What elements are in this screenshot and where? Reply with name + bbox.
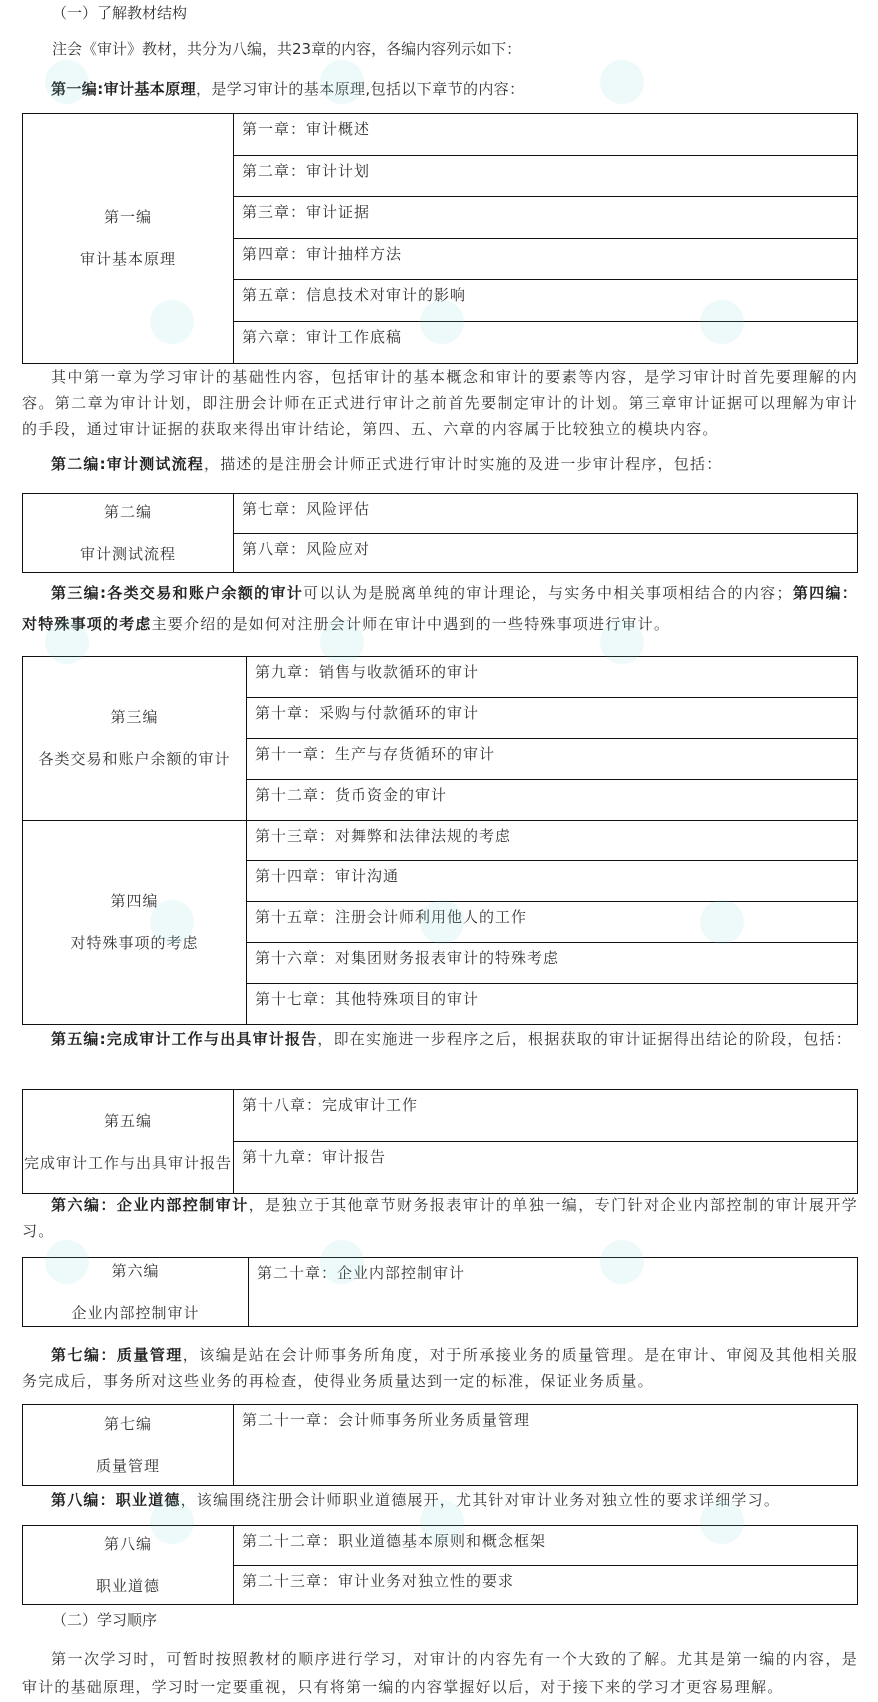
chapter-cell: 第十七章：其他特殊项目的审计	[247, 984, 858, 1025]
chapter-cell: 第六章：审计工作底稿	[234, 321, 858, 363]
text-segment: ，即在实施进一步程序之后，根据获取的审计证据得出结论的阶段，包括：	[317, 1030, 853, 1048]
study-order-text	[22, 1645, 858, 1701]
watermark-logo-icon	[150, 900, 194, 944]
part-cell	[23, 114, 234, 364]
chapter-cell: 第五章：信息技术对审计的影响	[234, 280, 858, 322]
watermark-logo-icon	[600, 620, 644, 664]
text-segment: ，是独立于其他章节财务报表审计的单独一编，专门针对企业内部控制的审计展开学习。	[22, 1196, 858, 1240]
chapter-cell: 第十一章：生产与存货循环的审计	[247, 738, 858, 779]
table-part7	[22, 1404, 858, 1486]
watermark-logo-icon	[150, 300, 194, 344]
table-row	[23, 1405, 858, 1486]
watermark-logo-icon	[45, 620, 89, 664]
part-cell	[23, 1405, 234, 1486]
part-number: 第五编	[103, 1111, 152, 1130]
watermark-logo-icon	[420, 900, 464, 944]
part-number: 第三编	[110, 708, 159, 727]
text-segment: ，该编围绕注册会计师职业道德展开，尤其针对审计业务对独立性的要求详细学习。	[180, 1491, 781, 1509]
bold-text: 第四编：对特殊事项的考虑	[22, 584, 858, 633]
bold-text: 第二编:审计测试流程	[51, 455, 204, 473]
part-name: 各类交易和账户余额的审计	[38, 750, 231, 769]
bold-text: 第三编:各类交易和账户余额的审计	[51, 584, 304, 602]
chapter-cell: 第十二章：货币资金的审计	[247, 779, 858, 820]
table-row	[23, 1258, 858, 1327]
chapter-cell: 第十五章：注册会计师利用他人的工作	[247, 902, 858, 943]
bold-text: 第六编：企业内部控制审计	[51, 1196, 249, 1214]
part-name: 完成审计工作与出具审计报告	[23, 1153, 232, 1172]
chapter-cell: 第九章：销售与收款循环的审计	[247, 657, 858, 698]
part3-4-heading	[22, 578, 858, 640]
text-segment: 第一次学习时，可暂时按照教材的顺序进行学习，对审计的内容先有一个大致的了解。尤其是第一编的内容，是审计的基础原理，学习时一定要重视，只有将第一编的内容掌握好以后，对于接下来的学习才更容易理解。	[22, 1650, 858, 1696]
watermark-logo-icon	[420, 300, 464, 344]
part-number: 第六编	[111, 1262, 160, 1280]
chapter-cell: 第八章：风险应对	[234, 533, 858, 573]
bold-text: 第七编：质量管理	[51, 1346, 183, 1364]
part-number: 第七编	[103, 1415, 152, 1433]
chapter-cell: 第十章：采购与付款循环的审计	[247, 697, 858, 738]
chapter-cell: 第一章：审计概述	[234, 114, 858, 156]
text-segment: 可以认为是脱离单纯的审计理论，与实务中相关事项相结合的内容；	[303, 584, 793, 602]
chapter-cell: 第七章：风险评估	[234, 494, 858, 534]
watermark-logo-icon	[45, 60, 89, 104]
part5-heading	[22, 1025, 858, 1053]
bold-text: 第一编:审计基本原理	[51, 80, 196, 98]
part1-description	[22, 364, 858, 442]
bold-text: 第五编:完成审计工作与出具审计报告	[51, 1030, 318, 1048]
watermark-logo-icon	[700, 1500, 744, 1544]
part-cell	[23, 820, 247, 1024]
chapter-cell: 第十四章：审计沟通	[247, 861, 858, 902]
watermark-logo-icon	[320, 1240, 364, 1284]
table-part2	[22, 493, 858, 573]
part-number: 第四编	[110, 892, 159, 911]
watermark-logo-icon	[420, 1500, 464, 1544]
chapter-cell: 第二十一章：会计师事务所业务质量管理	[234, 1405, 858, 1486]
part-name: 对特殊事项的考虑	[70, 934, 199, 953]
watermark-logo-icon	[700, 900, 744, 944]
part-name: 企业内部控制审计	[71, 1304, 200, 1322]
table-part3-4	[22, 656, 858, 1025]
chapter-cell: 第二十二章：职业道德基本原则和概念框架	[234, 1526, 858, 1566]
chapter-cell: 第十八章：完成审计工作	[234, 1090, 858, 1142]
part-name: 职业道德	[95, 1577, 160, 1595]
part-name: 审计基本原理	[79, 250, 176, 269]
part-number: 第二编	[103, 503, 152, 521]
table-part6	[22, 1257, 858, 1327]
part2-heading	[22, 451, 858, 477]
part6-heading	[22, 1192, 858, 1244]
part-name: 质量管理	[95, 1457, 160, 1475]
bold-text: 第八编：职业道德	[51, 1491, 181, 1509]
table-row	[23, 494, 858, 534]
part-cell	[23, 657, 247, 821]
part-cell	[23, 494, 234, 573]
chapter-cell: 第二章：审计计划	[234, 155, 858, 197]
section-title-structure: （一）了解教材结构	[52, 4, 188, 22]
chapter-cell: 第四章：审计抽样方法	[234, 238, 858, 280]
part7-heading	[22, 1342, 858, 1394]
chapter-cell: 第二十三章：审计业务对独立性的要求	[234, 1565, 858, 1605]
watermark-logo-icon	[45, 1240, 89, 1284]
watermark-logo-icon	[320, 60, 364, 104]
part-cell	[23, 1090, 234, 1194]
chapter-cell: 第十六章：对集团财务报表审计的特殊考虑	[247, 943, 858, 984]
table-part5	[22, 1089, 858, 1194]
part1-heading	[22, 76, 858, 102]
part-number: 第八编	[103, 1535, 152, 1553]
part-name: 审计测试流程	[79, 545, 176, 563]
watermark-logo-icon	[600, 1240, 644, 1284]
chapter-cell: 第二十章：企业内部控制审计	[249, 1258, 858, 1327]
table-row	[23, 114, 858, 156]
text-segment: ，是学习审计的基本原理,包括以下章节的内容：	[196, 80, 525, 98]
chapter-cell: 第十三章：对舞弊和法律法规的考虑	[247, 820, 858, 861]
text-segment: ，该编是站在会计师事务所角度，对于所承接业务的质量管理。是在审计、审阅及其他相关服务完成后，事务所对这些业务的再检查，使得业务质量达到一定的标准，保证业务质量。	[22, 1346, 858, 1390]
section-title-order: （二）学习顺序	[52, 1611, 158, 1629]
watermark-logo-icon	[150, 1500, 194, 1544]
part-cell	[23, 1526, 234, 1605]
table-row	[23, 820, 858, 861]
intro-text: 注会《审计》教材，共分为八编，共23章的内容，各编内容列示如下：	[52, 40, 522, 58]
chapter-cell: 第三章：审计证据	[234, 197, 858, 239]
watermark-logo-icon	[320, 620, 364, 664]
watermark-logo-icon	[700, 300, 744, 344]
watermark-logo-icon	[600, 60, 644, 104]
text-segment: ，描述的是注册会计师正式进行审计时实施的及进一步审计程序，包括：	[204, 455, 723, 473]
chapter-cell: 第十九章：审计报告	[234, 1142, 858, 1194]
text-segment: 主要介绍的是如何对注册会计师在审计中遇到的一些特殊事项进行审计。	[151, 615, 671, 633]
table-row	[23, 1090, 858, 1142]
text-segment: 其中第一章为学习审计的基础性内容，包括审计的基本概念和审计的要素等内容，是学习审计时首先要理解的内容。第二章为审计计划，即注册会计师在正式进行审计之前首先要制定审计的计划。第三章审计证据可以理解为审计的手段，通过审计证据的获取来得出审计结论，第四、五、六章的内容属于比较独立的模块内容。	[22, 368, 858, 438]
part-number: 第一编	[103, 208, 152, 227]
table-row	[23, 657, 858, 698]
